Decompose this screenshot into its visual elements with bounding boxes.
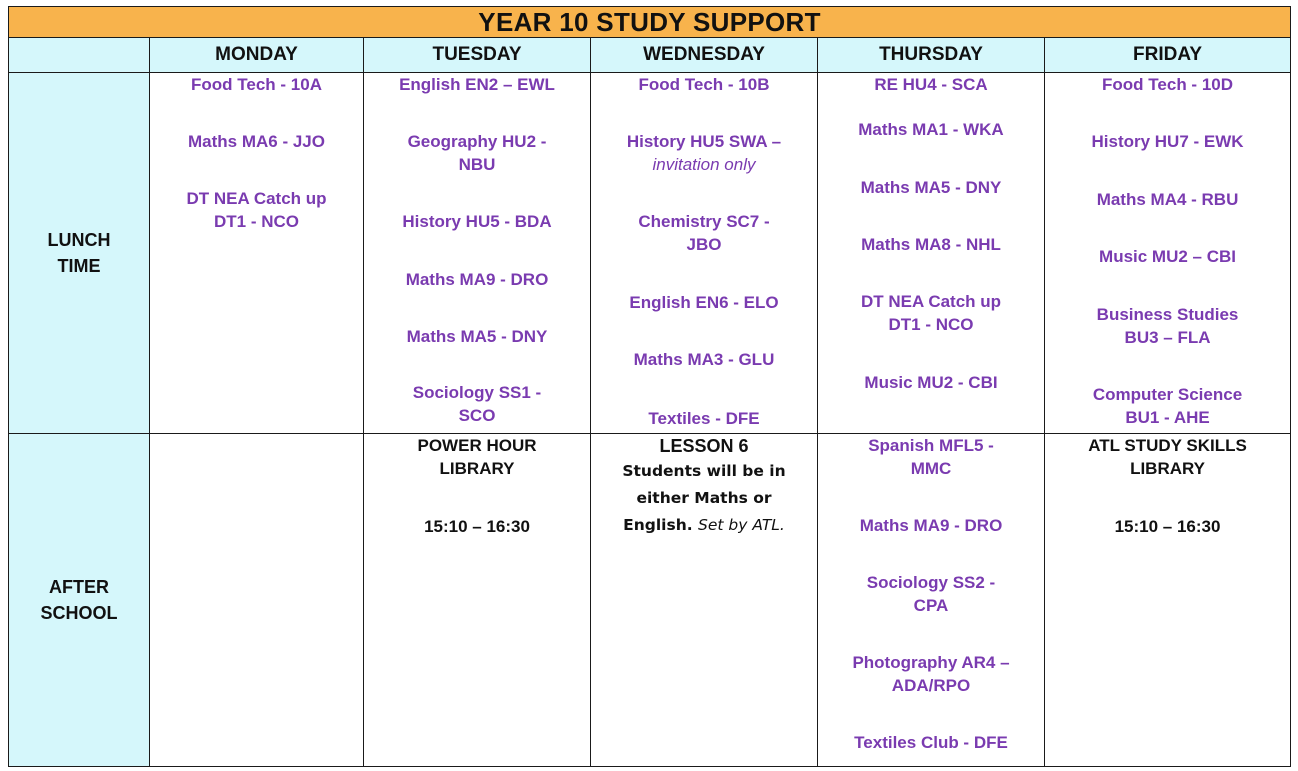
session-item: English EN6 - ELO xyxy=(629,293,779,313)
row-header-lunch-time: LUNCH TIME xyxy=(9,73,150,434)
session-item: Maths MA9 - DRO xyxy=(859,516,1003,536)
session-item: Maths MA4 - RBU xyxy=(1096,190,1239,210)
session-item: Maths MA6 - JJO xyxy=(188,132,325,152)
after-friday-cell xyxy=(1045,434,1291,767)
session-item: Music MU2 - CBI xyxy=(864,373,998,393)
lesson-6-text: Students will be in either Maths or English. Set by ATL. xyxy=(622,462,786,535)
session-item: Food Tech - 10B xyxy=(638,75,770,95)
page-title: YEAR 10 STUDY SUPPORT xyxy=(9,7,1291,38)
session-item: Maths MA9 - DRO xyxy=(405,270,549,290)
session-item: Maths MA3 - GLU xyxy=(633,350,775,370)
session-item: RE HU4 - SCA xyxy=(874,75,988,95)
day-header-thursday: THURSDAY xyxy=(818,38,1045,73)
session-item: Textiles Club - DFE xyxy=(854,733,1008,753)
session-item: Textiles - DFE xyxy=(648,409,760,429)
session-item: Sociology SS1 - SCO xyxy=(412,383,542,426)
session-item: Chemistry SC7 - JBO xyxy=(638,212,770,255)
study-support-table xyxy=(8,6,1291,767)
session-item: History HU5 SWA – xyxy=(626,132,782,152)
session-item: Geography HU2 - NBU xyxy=(407,132,547,175)
corner-cell xyxy=(9,38,150,73)
day-header-monday: MONDAY xyxy=(150,38,364,73)
row-header-after-school: AFTER SCHOOL xyxy=(9,434,150,767)
lunch-tuesday-cell xyxy=(364,73,591,434)
session-item: English EN2 – EWL xyxy=(399,75,555,95)
session-item: Computer Science BU1 - AHE xyxy=(1092,385,1243,428)
session-item: Music MU2 – CBI xyxy=(1099,247,1237,267)
session-item: Maths MA8 - NHL xyxy=(861,235,1001,255)
session-item: History HU5 - BDA xyxy=(402,212,552,232)
session-item: DT NEA Catch up DT1 - NCO xyxy=(860,292,1002,335)
lunch-monday-cell xyxy=(150,73,364,434)
session-note: invitation only xyxy=(652,155,756,175)
after-wednesday-cell xyxy=(591,434,818,767)
after-tuesday-cell xyxy=(364,434,591,767)
lesson-6-note: Set by ATL. xyxy=(698,516,785,535)
day-header-friday: FRIDAY xyxy=(1045,38,1291,73)
session-item: Maths MA5 - DNY xyxy=(860,178,1002,198)
day-header-wednesday: WEDNESDAY xyxy=(591,38,818,73)
study-skills-heading: ATL STUDY SKILLS LIBRARY xyxy=(1088,436,1247,479)
session-item: DT NEA Catch up DT1 - NCO xyxy=(186,189,327,232)
session-item: Maths MA5 - DNY xyxy=(406,327,548,347)
lunch-friday-cell xyxy=(1045,73,1291,434)
power-hour-heading: POWER HOUR LIBRARY xyxy=(417,436,537,479)
session-item: Spanish MFL5 - MMC xyxy=(868,436,994,479)
session-item: Photography AR4 – ADA/RPO xyxy=(852,653,1010,696)
session-item: History HU7 - EWK xyxy=(1091,132,1244,152)
power-hour-time: 15:10 – 16:30 xyxy=(424,517,530,537)
session-item: Food Tech - 10D xyxy=(1102,75,1234,95)
timetable xyxy=(8,6,1290,767)
lesson-6-heading: LESSON 6 xyxy=(659,436,749,457)
lunch-wednesday-cell xyxy=(591,73,818,434)
day-header-tuesday: TUESDAY xyxy=(364,38,591,73)
session-item: Maths MA1 - WKA xyxy=(858,120,1004,140)
after-monday-cell xyxy=(150,434,364,767)
study-skills-time: 15:10 – 16:30 xyxy=(1114,517,1221,537)
after-thursday-cell xyxy=(818,434,1045,767)
lunch-thursday-cell xyxy=(818,73,1045,434)
session-item: Business Studies BU3 – FLA xyxy=(1096,305,1239,348)
session-item: Food Tech - 10A xyxy=(191,75,322,95)
session-item: Sociology SS2 - CPA xyxy=(866,573,996,616)
